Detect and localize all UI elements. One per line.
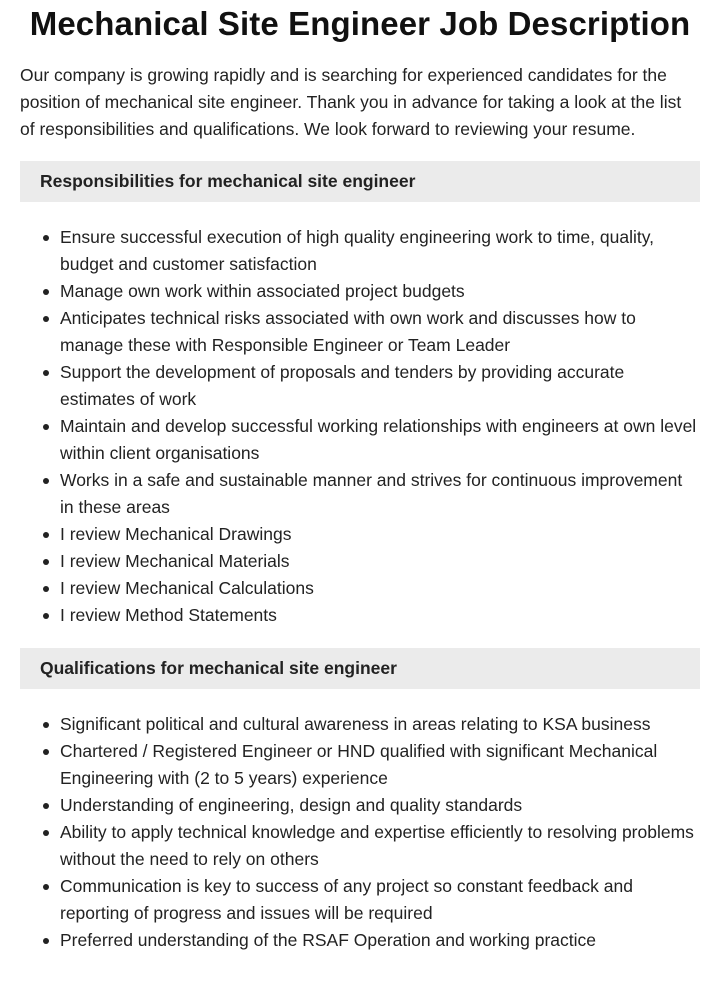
- list-item: Significant political and cultural awareness in areas relating to KSA business: [60, 711, 700, 738]
- list-item: Maintain and develop successful working relationships with engineers at own level within client organisations: [60, 413, 700, 467]
- qualifications-list: [20, 711, 700, 954]
- list-item: Ensure successful execution of high quality engineering work to time, quality, budget and customer satisfaction: [60, 224, 700, 278]
- list-item: Understanding of engineering, design and quality standards: [60, 792, 700, 819]
- list-item: I review Mechanical Calculations: [60, 575, 700, 602]
- list-item: Communication is key to success of any project so constant feedback and reporting of progress and issues will be required: [60, 873, 700, 927]
- list-item: Anticipates technical risks associated with own work and discusses how to manage these with Responsible Engineer or Team Leader: [60, 305, 700, 359]
- intro-paragraph: Our company is growing rapidly and is searching for experienced candidates for the position of mechanical site engineer. Thank you in advance for taking a look at the list of responsibilities and qualifications. We look forward to reviewing your resume.: [20, 65, 682, 139]
- list-item: Ability to apply technical knowledge and expertise efficiently to resolving problems without the need to rely on others: [60, 819, 700, 873]
- list-item: Manage own work within associated project budgets: [60, 278, 700, 305]
- list-item: Support the development of proposals and tenders by providing accurate estimates of work: [60, 359, 700, 413]
- responsibilities-list: [20, 224, 700, 629]
- list-item: I review Method Statements: [60, 602, 700, 629]
- list-item: I review Mechanical Drawings: [60, 521, 700, 548]
- list-item: Works in a safe and sustainable manner and strives for continuous improvement in these areas: [60, 467, 700, 521]
- list-item: I review Mechanical Materials: [60, 548, 700, 575]
- responsibilities-heading: Responsibilities for mechanical site engineer: [20, 161, 700, 202]
- page-title: Mechanical Site Engineer Job Description: [29, 5, 691, 42]
- list-item: Preferred understanding of the RSAF Operation and working practice: [60, 927, 700, 954]
- list-item: Chartered / Registered Engineer or HND qualified with significant Mechanical Engineering with (2 to 5 years) experience: [60, 738, 700, 792]
- qualifications-heading: Qualifications for mechanical site engineer: [20, 648, 700, 689]
